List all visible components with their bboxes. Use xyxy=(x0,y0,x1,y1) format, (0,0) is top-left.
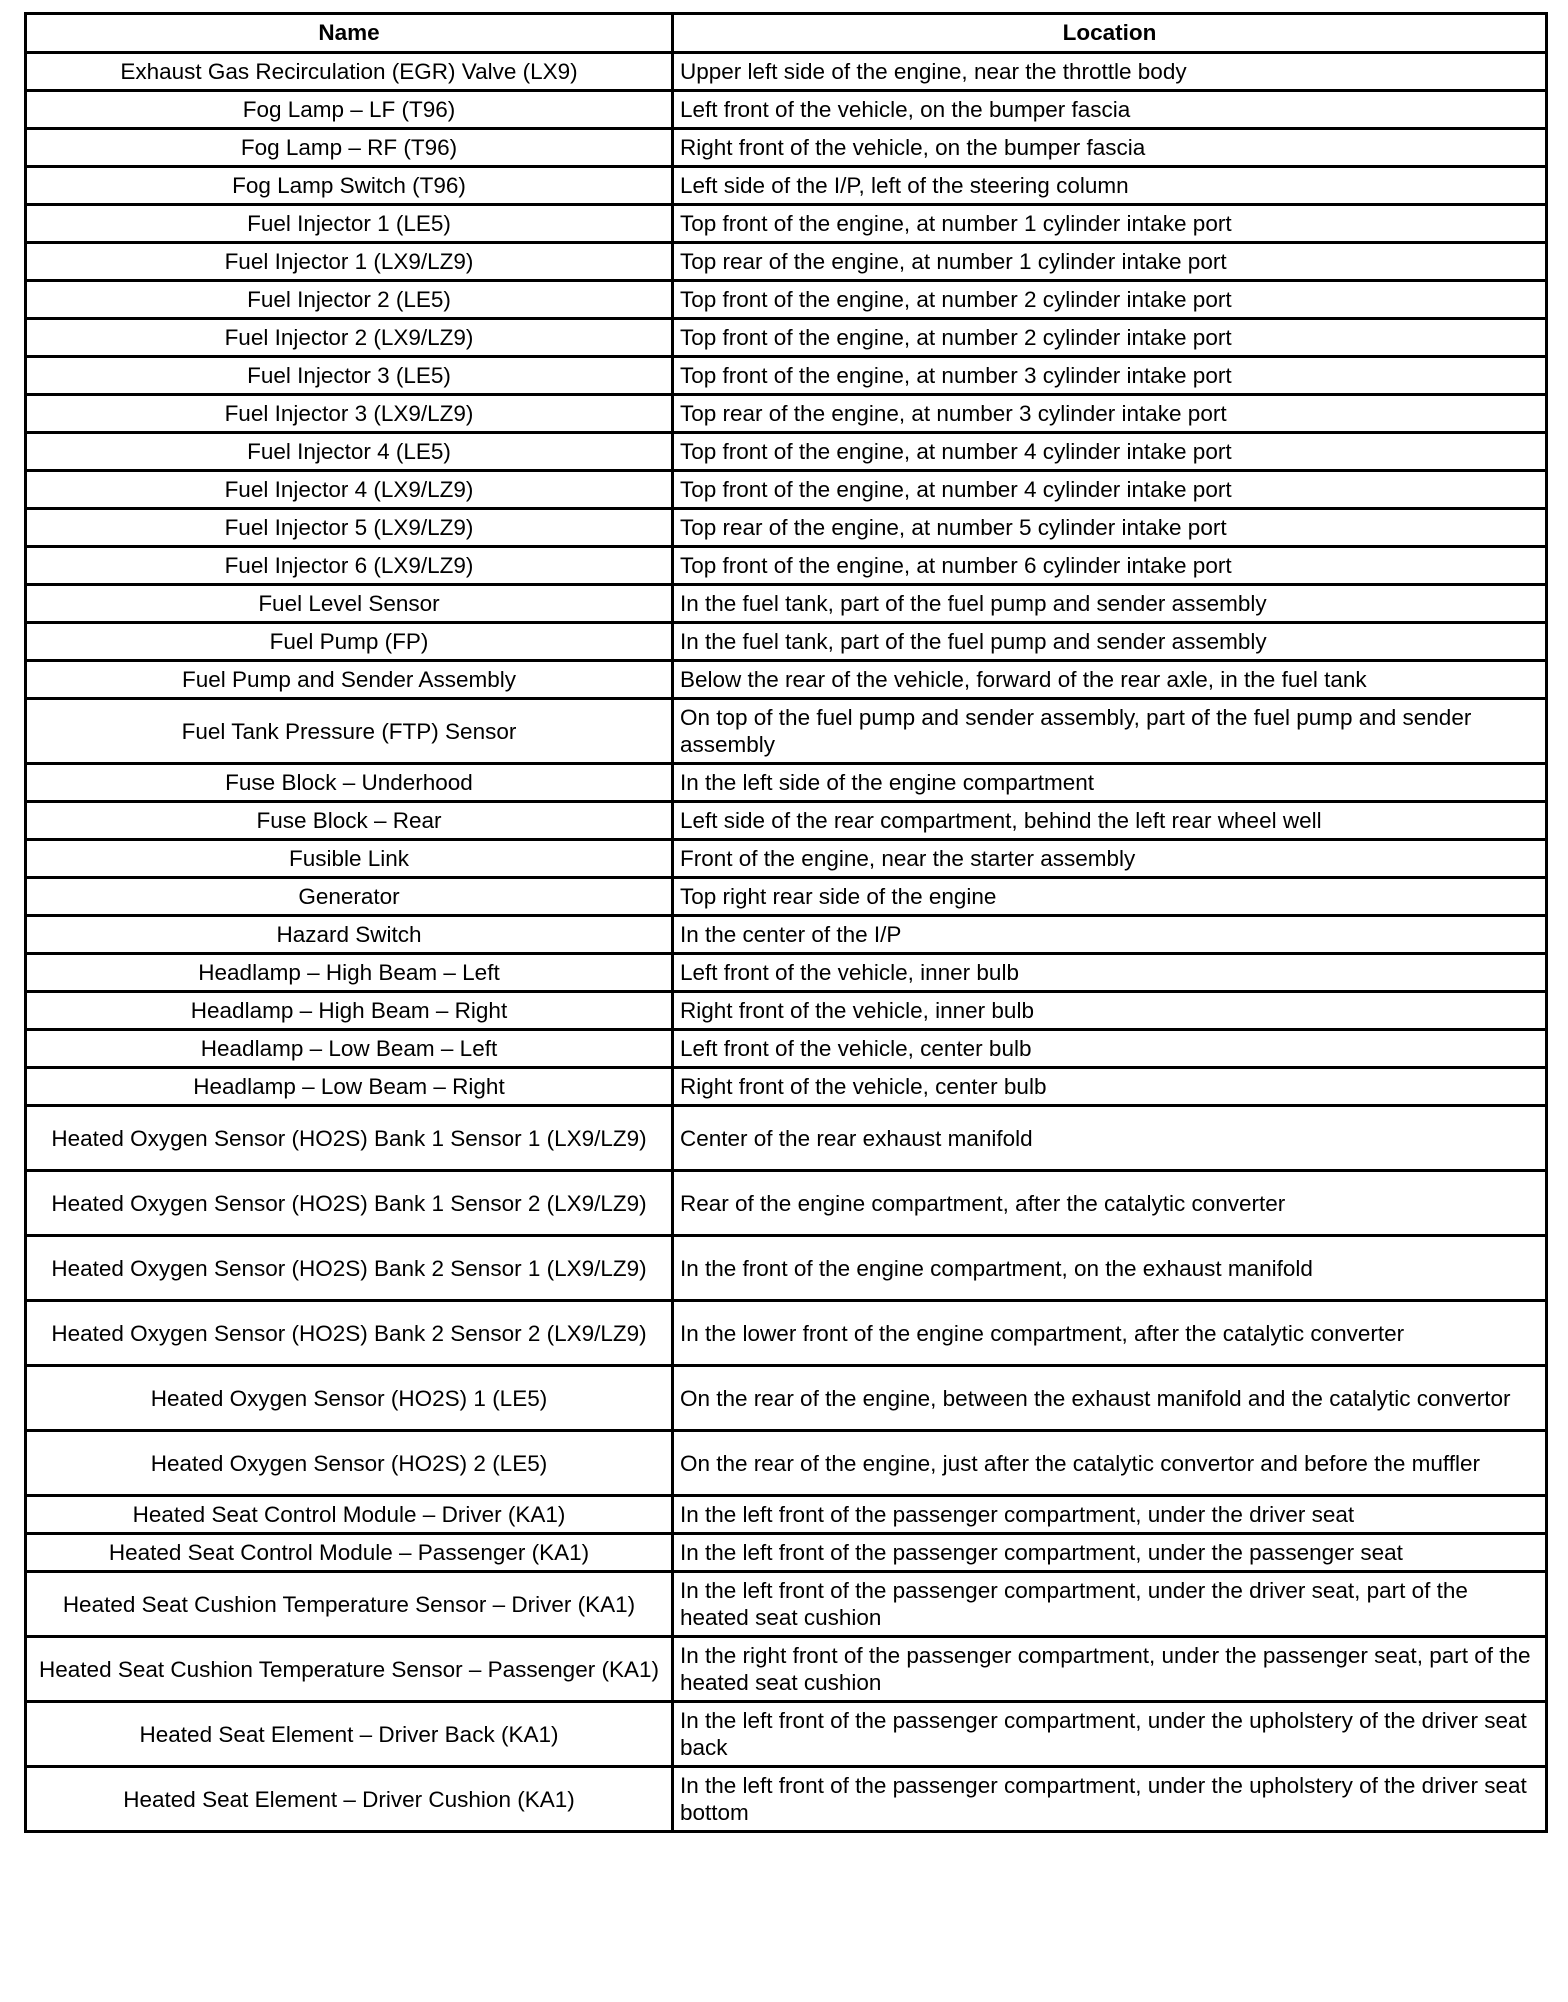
component-location-cell: Top front of the engine, at number 1 cylinder intake port xyxy=(673,205,1547,243)
component-location-cell: Left front of the vehicle, center bulb xyxy=(673,1030,1547,1068)
component-location-cell: Top front of the engine, at number 4 cylinder intake port xyxy=(673,471,1547,509)
component-name-cell: Fuel Level Sensor xyxy=(26,585,673,623)
component-location-cell: In the left front of the passenger compartment, under the driver seat, part of the heated seat cushion xyxy=(673,1572,1547,1637)
component-location-cell: Top front of the engine, at number 3 cylinder intake port xyxy=(673,357,1547,395)
table-row xyxy=(26,53,1547,91)
table-row xyxy=(26,357,1547,395)
table-row xyxy=(26,1301,1547,1366)
table-row xyxy=(26,1068,1547,1106)
component-name-cell: Headlamp – Low Beam – Left xyxy=(26,1030,673,1068)
component-location-cell: Front of the engine, near the starter assembly xyxy=(673,840,1547,878)
table-row xyxy=(26,281,1547,319)
component-location-cell: In the fuel tank, part of the fuel pump and sender assembly xyxy=(673,585,1547,623)
table-row xyxy=(26,1106,1547,1171)
table-row xyxy=(26,954,1547,992)
table-row xyxy=(26,840,1547,878)
table-row xyxy=(26,1431,1547,1496)
component-name-cell: Fog Lamp – LF (T96) xyxy=(26,91,673,129)
component-name-cell: Heated Seat Cushion Temperature Sensor – Driver (KA1) xyxy=(26,1572,673,1637)
component-name-cell: Heated Seat Control Module – Passenger (KA1) xyxy=(26,1534,673,1572)
component-location-cell: In the left side of the engine compartment xyxy=(673,764,1547,802)
component-location-cell: Right front of the vehicle, center bulb xyxy=(673,1068,1547,1106)
table-row xyxy=(26,878,1547,916)
table-row xyxy=(26,547,1547,585)
component-name-cell: Generator xyxy=(26,878,673,916)
component-location-cell: Left side of the I/P, left of the steering column xyxy=(673,167,1547,205)
component-location-cell: In the center of the I/P xyxy=(673,916,1547,954)
component-name-cell: Fuse Block – Underhood xyxy=(26,764,673,802)
table-row xyxy=(26,319,1547,357)
table-row xyxy=(26,1366,1547,1431)
table-row xyxy=(26,1702,1547,1767)
component-location-cell: On the rear of the engine, between the exhaust manifold and the catalytic convertor xyxy=(673,1366,1547,1431)
table-row xyxy=(26,1572,1547,1637)
table-row xyxy=(26,1767,1547,1832)
table-row xyxy=(26,1496,1547,1534)
table-row xyxy=(26,91,1547,129)
component-name-cell: Heated Seat Cushion Temperature Sensor – Passenger (KA1) xyxy=(26,1637,673,1702)
table-row xyxy=(26,243,1547,281)
component-location-cell: Left front of the vehicle, inner bulb xyxy=(673,954,1547,992)
component-name-cell: Fuse Block – Rear xyxy=(26,802,673,840)
component-name-cell: Fuel Injector 1 (LX9/LZ9) xyxy=(26,243,673,281)
table-row xyxy=(26,433,1547,471)
table-body xyxy=(26,53,1547,1832)
component-location-cell: In the right front of the passenger compartment, under the passenger seat, part of the heated seat cushion xyxy=(673,1637,1547,1702)
component-location-cell: On top of the fuel pump and sender assembly, part of the fuel pump and sender assembly xyxy=(673,699,1547,764)
component-name-cell: Fuel Injector 3 (LE5) xyxy=(26,357,673,395)
table-row xyxy=(26,623,1547,661)
component-name-cell: Heated Oxygen Sensor (HO2S) Bank 1 Sensor 2 (LX9/LZ9) xyxy=(26,1171,673,1236)
component-location-cell: In the left front of the passenger compartment, under the upholstery of the driver seat bottom xyxy=(673,1767,1547,1832)
component-location-cell: Left front of the vehicle, on the bumper fascia xyxy=(673,91,1547,129)
component-name-cell: Heated Seat Element – Driver Cushion (KA1) xyxy=(26,1767,673,1832)
component-location-cell: In the fuel tank, part of the fuel pump and sender assembly xyxy=(673,623,1547,661)
component-name-cell: Fuel Injector 2 (LE5) xyxy=(26,281,673,319)
component-name-cell: Exhaust Gas Recirculation (EGR) Valve (LX9) xyxy=(26,53,673,91)
table-row xyxy=(26,509,1547,547)
table-row xyxy=(26,205,1547,243)
table-row xyxy=(26,764,1547,802)
component-location-cell: Right front of the vehicle, inner bulb xyxy=(673,992,1547,1030)
component-name-cell: Heated Seat Element – Driver Back (KA1) xyxy=(26,1702,673,1767)
column-header-name: Name xyxy=(26,14,673,53)
component-name-cell: Headlamp – High Beam – Right xyxy=(26,992,673,1030)
table-row xyxy=(26,471,1547,509)
component-location-cell: Top front of the engine, at number 6 cylinder intake port xyxy=(673,547,1547,585)
table-row xyxy=(26,802,1547,840)
table-row xyxy=(26,699,1547,764)
component-name-cell: Fuel Pump (FP) xyxy=(26,623,673,661)
table-row xyxy=(26,1637,1547,1702)
component-location-cell: Top front of the engine, at number 2 cylinder intake port xyxy=(673,281,1547,319)
component-name-cell: Heated Oxygen Sensor (HO2S) Bank 1 Sensor 1 (LX9/LZ9) xyxy=(26,1106,673,1171)
component-name-cell: Fuel Tank Pressure (FTP) Sensor xyxy=(26,699,673,764)
table-header-row xyxy=(26,14,1547,53)
table-row xyxy=(26,1236,1547,1301)
column-header-location: Location xyxy=(673,14,1547,53)
table-row xyxy=(26,1030,1547,1068)
component-location-table xyxy=(24,12,1548,1833)
table-row xyxy=(26,129,1547,167)
component-name-cell: Fog Lamp Switch (T96) xyxy=(26,167,673,205)
component-location-cell: Top front of the engine, at number 4 cylinder intake port xyxy=(673,433,1547,471)
table-row xyxy=(26,585,1547,623)
component-name-cell: Fuel Injector 1 (LE5) xyxy=(26,205,673,243)
component-location-cell: Below the rear of the vehicle, forward of the rear axle, in the fuel tank xyxy=(673,661,1547,699)
component-location-cell: In the lower front of the engine compartment, after the catalytic converter xyxy=(673,1301,1547,1366)
component-name-cell: Hazard Switch xyxy=(26,916,673,954)
component-location-cell: Top front of the engine, at number 2 cylinder intake port xyxy=(673,319,1547,357)
component-location-cell: Top rear of the engine, at number 5 cylinder intake port xyxy=(673,509,1547,547)
table-row xyxy=(26,1534,1547,1572)
component-name-cell: Heated Oxygen Sensor (HO2S) 2 (LE5) xyxy=(26,1431,673,1496)
component-name-cell: Fusible Link xyxy=(26,840,673,878)
table-row xyxy=(26,395,1547,433)
component-name-cell: Fuel Pump and Sender Assembly xyxy=(26,661,673,699)
table-row xyxy=(26,661,1547,699)
component-location-cell: In the left front of the passenger compartment, under the passenger seat xyxy=(673,1534,1547,1572)
component-location-cell: Center of the rear exhaust manifold xyxy=(673,1106,1547,1171)
component-name-cell: Fuel Injector 6 (LX9/LZ9) xyxy=(26,547,673,585)
table-row xyxy=(26,167,1547,205)
table-row xyxy=(26,1171,1547,1236)
component-name-cell: Fog Lamp – RF (T96) xyxy=(26,129,673,167)
component-location-cell: Upper left side of the engine, near the throttle body xyxy=(673,53,1547,91)
component-name-cell: Fuel Injector 4 (LE5) xyxy=(26,433,673,471)
component-location-cell: Left side of the rear compartment, behind the left rear wheel well xyxy=(673,802,1547,840)
component-name-cell: Heated Oxygen Sensor (HO2S) Bank 2 Sensor 1 (LX9/LZ9) xyxy=(26,1236,673,1301)
component-name-cell: Headlamp – High Beam – Left xyxy=(26,954,673,992)
component-name-cell: Fuel Injector 4 (LX9/LZ9) xyxy=(26,471,673,509)
component-location-cell: Right front of the vehicle, on the bumper fascia xyxy=(673,129,1547,167)
component-name-cell: Fuel Injector 5 (LX9/LZ9) xyxy=(26,509,673,547)
component-location-cell: On the rear of the engine, just after the catalytic convertor and before the muffler xyxy=(673,1431,1547,1496)
component-location-cell: Top right rear side of the engine xyxy=(673,878,1547,916)
component-location-cell: Top rear of the engine, at number 1 cylinder intake port xyxy=(673,243,1547,281)
component-name-cell: Heated Seat Control Module – Driver (KA1) xyxy=(26,1496,673,1534)
table-row xyxy=(26,992,1547,1030)
component-name-cell: Heated Oxygen Sensor (HO2S) 1 (LE5) xyxy=(26,1366,673,1431)
component-name-cell: Fuel Injector 2 (LX9/LZ9) xyxy=(26,319,673,357)
table-row xyxy=(26,916,1547,954)
component-location-cell: Top rear of the engine, at number 3 cylinder intake port xyxy=(673,395,1547,433)
component-location-cell: In the left front of the passenger compartment, under the upholstery of the driver seat back xyxy=(673,1702,1547,1767)
component-location-cell: In the front of the engine compartment, on the exhaust manifold xyxy=(673,1236,1547,1301)
component-location-cell: In the left front of the passenger compartment, under the driver seat xyxy=(673,1496,1547,1534)
component-name-cell: Fuel Injector 3 (LX9/LZ9) xyxy=(26,395,673,433)
component-name-cell: Headlamp – Low Beam – Right xyxy=(26,1068,673,1106)
component-name-cell: Heated Oxygen Sensor (HO2S) Bank 2 Sensor 2 (LX9/LZ9) xyxy=(26,1301,673,1366)
component-location-cell: Rear of the engine compartment, after the catalytic converter xyxy=(673,1171,1547,1236)
